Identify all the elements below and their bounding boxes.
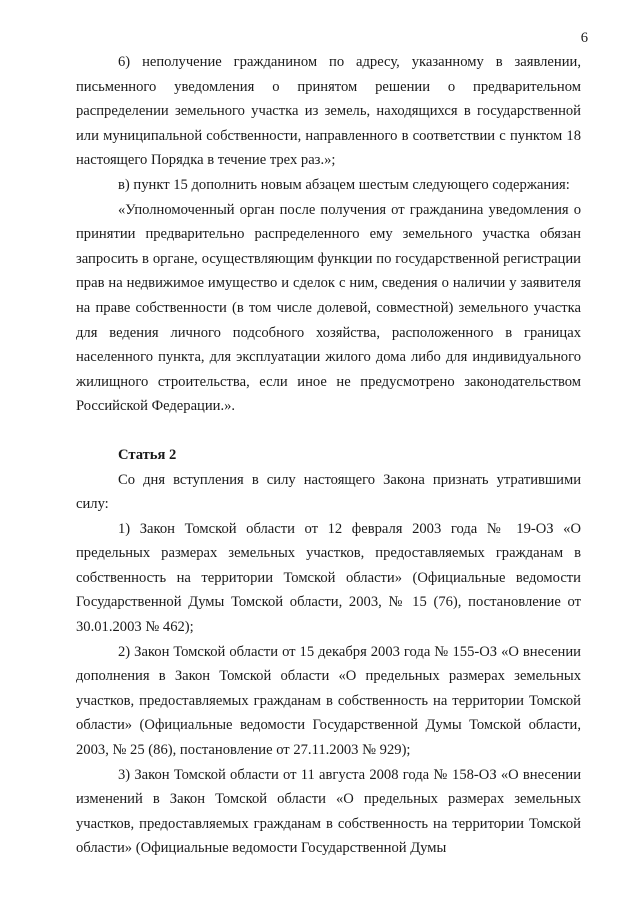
document-body	[76, 50, 581, 861]
paragraph-item-6: 6) неполучение гражданином по адресу, указанному в заявлении, письменного уведомления о принятом решении о предварительном распределении земельного участка из земель, находящихся в государственной или муниципальной собственности, направленного в соответствии с пунктом 18 настоящего Порядка в течение трех раз.»;	[76, 54, 581, 169]
page-number: 6	[580, 30, 588, 46]
paragraph-repeal-2: 2) Закон Томской области от 15 декабря 2003 года № 155-ОЗ «О внесении дополнения в Закон Томской области «О предельных размерах земельных участков, предоставляемых гражданам в собственность на территории Томской области» (Официальные ведомости Государственной Думы Томской области, 2003, № 25 (86), постановление от 27.11.2003 № 929);	[76, 643, 581, 759]
paragraph-repeal-1: 1) Закон Томской области от 12 февраля 2003 года № 19-ОЗ «О предельных размерах земельных участков, предоставляемых гражданам в собственность на территории Томской области» (Официальные ведомости Государственной Думы Томской области, 2003, № 15 (76), постановление от 30.01.2003 № 462);	[76, 520, 581, 636]
paragraph-article-intro: Со дня вступления в силу настоящего Закона признать утратившими силу:	[76, 471, 581, 513]
paragraph-point-v: в) пункт 15 дополнить новым абзацем шестым следующего содержания:	[118, 176, 570, 193]
article-title: Статья 2	[118, 446, 177, 463]
section-gap	[76, 419, 581, 443]
paragraph-quoted-amendment: «Уполномоченный орган после получения от гражданина уведомления о принятии предварительно распределенного ему земельного участка обязан запросить в органе, осуществляющим функции по государственной регистрации прав на недвижимое имущество и сделок с ним, сведения о наличии у заявителя на праве собственности (в том числе долевой, совместной) земельного участка для ведения личного подсобного хозяйства, расположенного в границах населенного пункта, для эксплуатации жилого дома либо для индивидуального жилищного строительства, если иное не предусмотрено законодательством Российской Федерации.».	[76, 201, 581, 415]
paragraph-repeal-3: 3) Закон Томской области от 11 августа 2008 года № 158-ОЗ «О внесении изменений в Закон Томской области «О предельных размерах земельных участков, предоставляемых гражданам в собственность на территории Томской области» (Официальные ведомости Государственной Думы	[76, 766, 581, 857]
